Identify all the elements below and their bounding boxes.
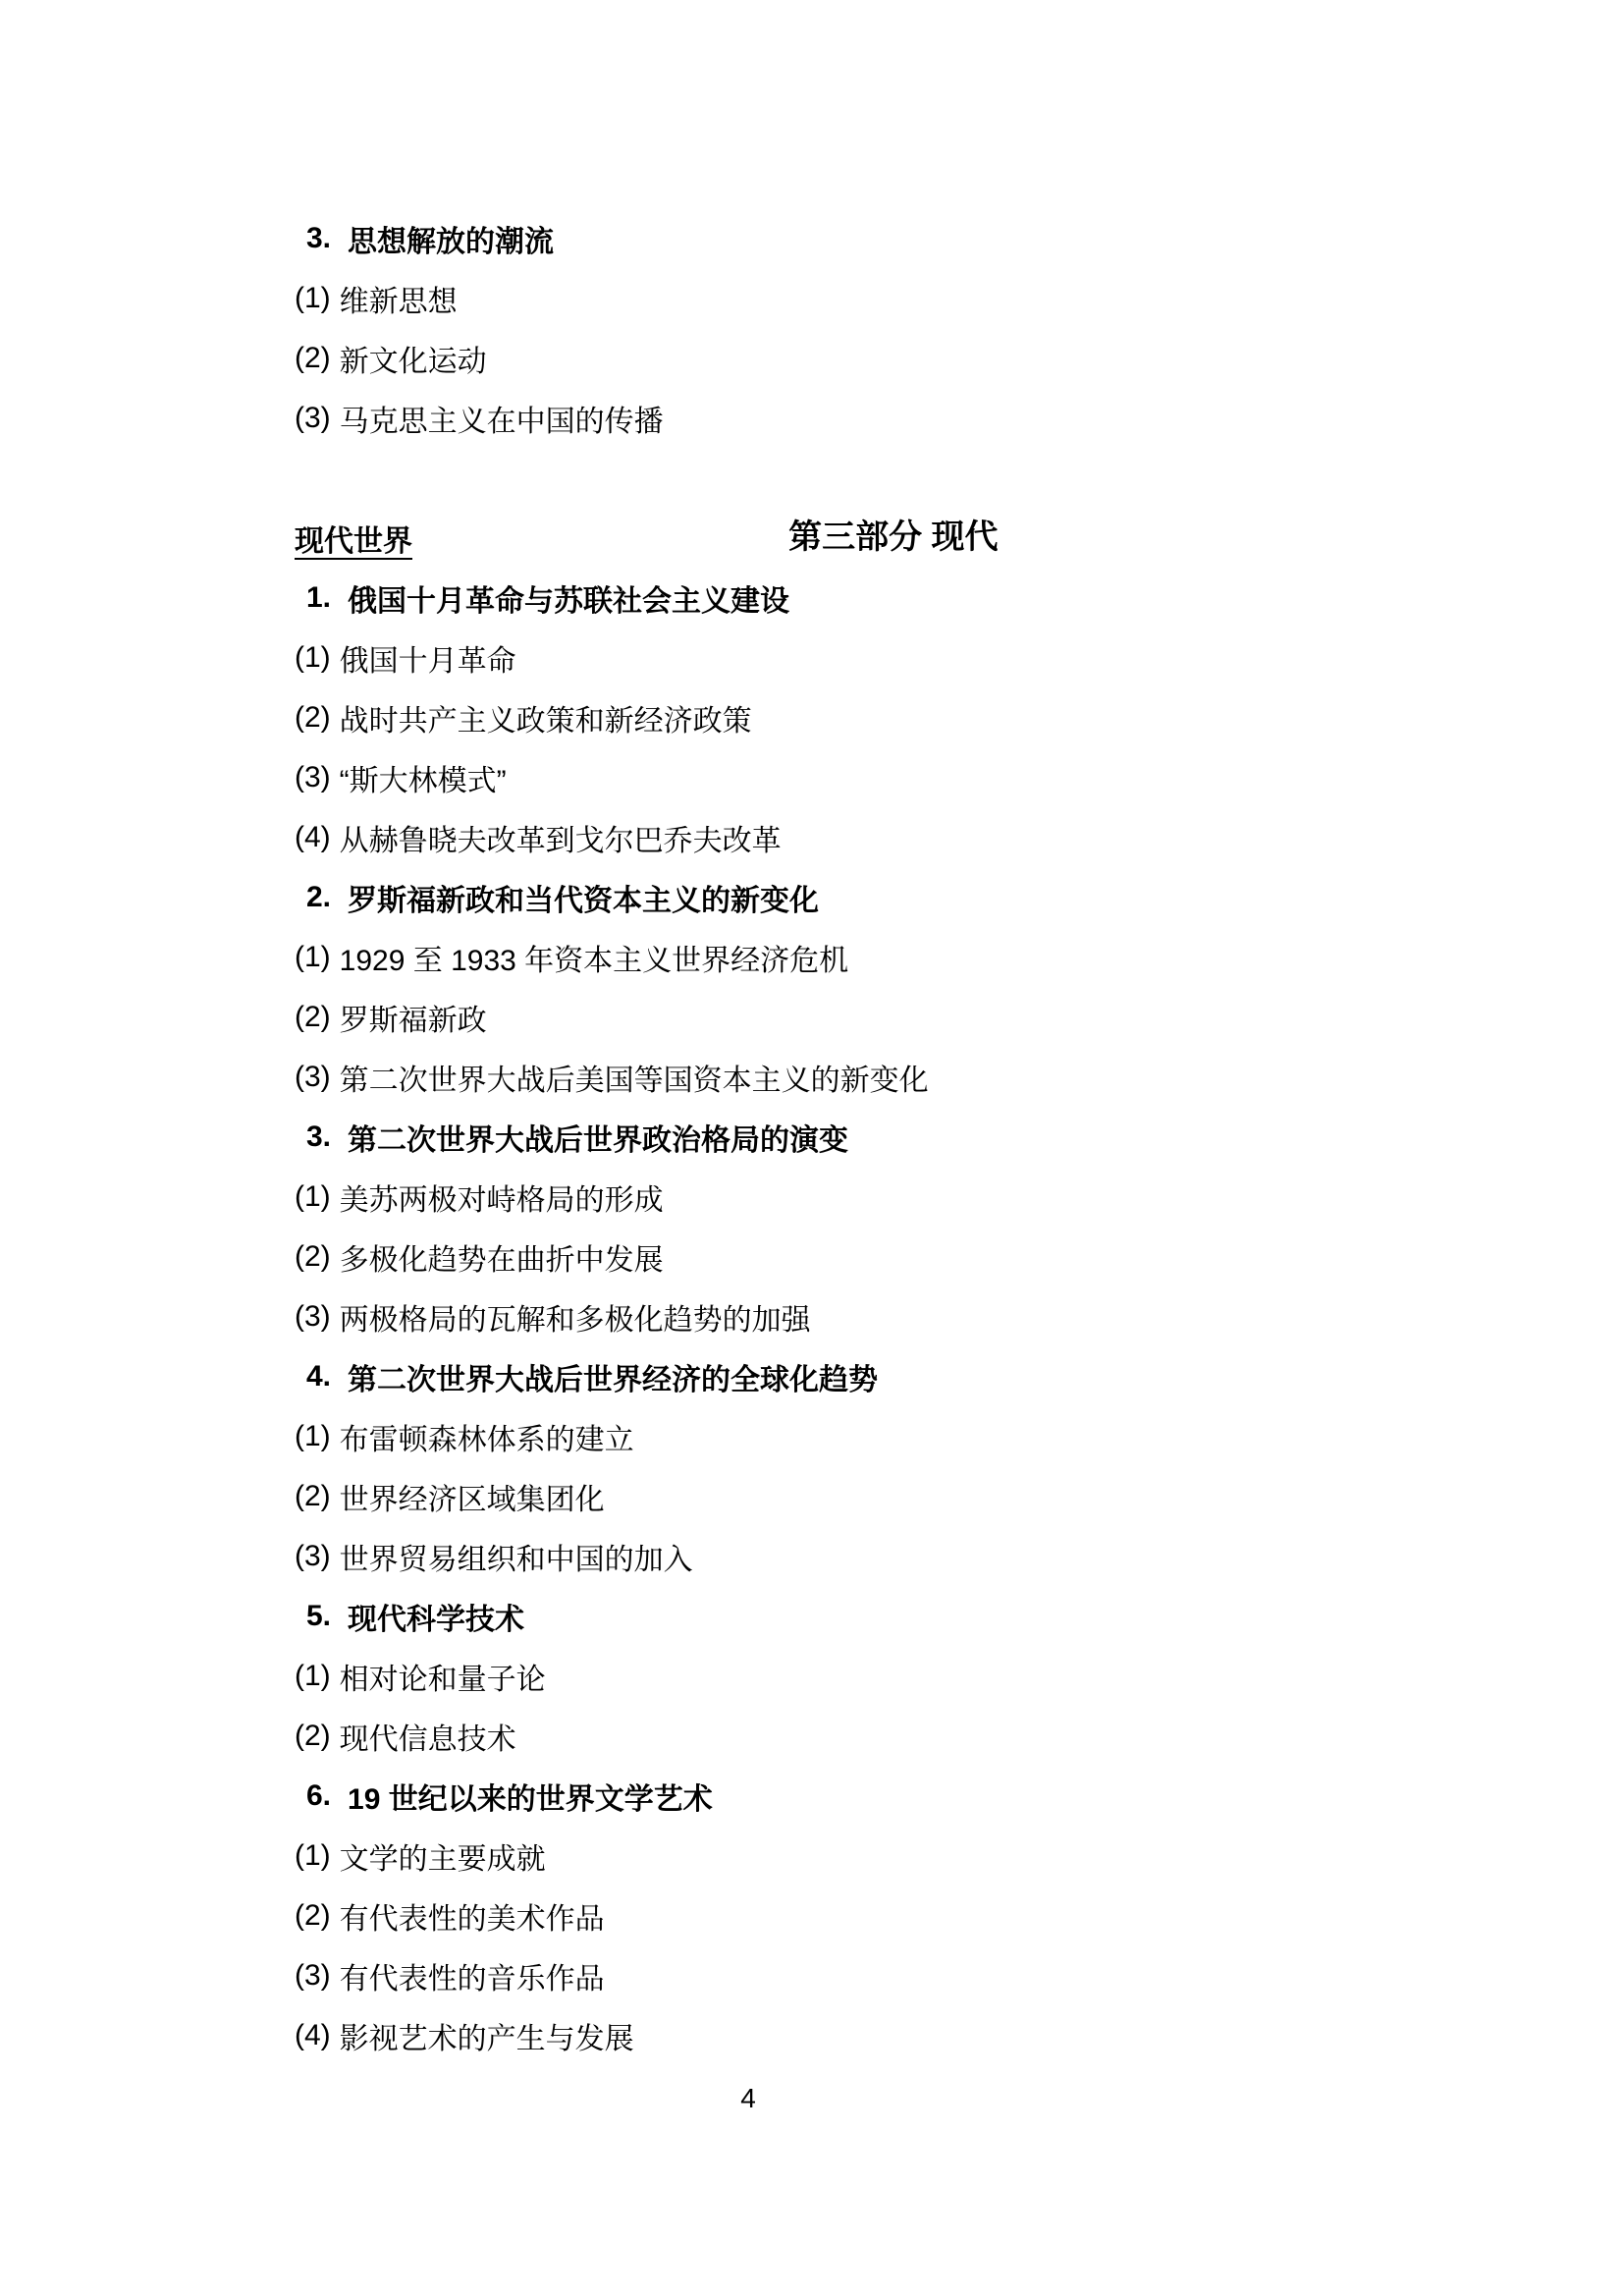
- subsection-title-text: 现代世界: [295, 524, 412, 558]
- list-item: [0, 1526, 1623, 1586]
- heading-text: 19 世纪以来的世界文学艺术: [348, 1782, 713, 1816]
- list-item: [0, 687, 1623, 747]
- item-text: 有代表性的美术作品: [339, 1902, 605, 1936]
- list-item: [0, 1646, 1623, 1706]
- numbered-heading: [0, 867, 1623, 927]
- heading-number: 3.: [306, 1120, 332, 1153]
- numbered-heading: [0, 208, 1623, 268]
- syllabus-content: [0, 208, 1623, 2065]
- list-item: [0, 927, 1623, 987]
- item-text: 影视艺术的产生与发展: [339, 2022, 634, 2055]
- item-text: 马克思主义在中国的传播: [339, 405, 664, 438]
- heading-number: 1.: [306, 580, 332, 614]
- item-marker: (1): [295, 1659, 331, 1692]
- list-item: [0, 1167, 1623, 1227]
- list-item: [0, 1466, 1623, 1526]
- heading-text: 第二次世界大战后世界政治格局的演变: [348, 1123, 849, 1157]
- list-item: [0, 1945, 1623, 2005]
- item-marker: (1): [295, 1179, 331, 1213]
- heading-text: 第二次世界大战后世界经济的全球化趋势: [348, 1363, 879, 1396]
- heading-text: 罗斯福新政和当代资本主义的新变化: [348, 884, 820, 917]
- heading-text: 俄国十月革命与苏联社会主义建设: [348, 584, 790, 618]
- item-text: 1929 至 1933 年资本主义世界经济危机: [339, 944, 849, 977]
- item-marker: (1): [295, 1838, 331, 1872]
- item-marker: (3): [295, 401, 331, 434]
- item-marker: (1): [295, 281, 331, 314]
- list-item: [0, 807, 1623, 867]
- heading-number: 6.: [306, 1778, 332, 1812]
- list-item: [0, 1886, 1623, 1945]
- item-text: 有代表性的音乐作品: [339, 1962, 605, 1995]
- item-marker: (2): [295, 1898, 331, 1932]
- heading-number: 2.: [306, 880, 332, 913]
- item-marker: (3): [295, 1299, 331, 1333]
- list-item: [0, 1286, 1623, 1346]
- item-marker: (3): [295, 1958, 331, 1992]
- item-text: 美苏两极对峙格局的形成: [339, 1183, 664, 1217]
- heading-number: 4.: [306, 1359, 332, 1393]
- page-number: 4: [740, 2083, 756, 2113]
- numbered-heading: [0, 1107, 1623, 1167]
- numbered-heading: [0, 1346, 1623, 1406]
- numbered-heading: [0, 568, 1623, 628]
- list-item: [0, 1406, 1623, 1466]
- item-marker: (1): [295, 1419, 331, 1452]
- list-item: [0, 268, 1623, 328]
- item-marker: (2): [295, 700, 331, 734]
- list-item: [0, 328, 1623, 388]
- heading-number: 3.: [306, 221, 332, 254]
- item-marker: (3): [295, 760, 331, 793]
- item-marker: (3): [295, 1539, 331, 1572]
- numbered-heading: [0, 1766, 1623, 1826]
- item-marker: (2): [295, 341, 331, 374]
- list-item: [0, 1706, 1623, 1766]
- list-item: [0, 987, 1623, 1047]
- section-heading-text: 第三部分 现代: [788, 519, 999, 556]
- list-item: [0, 1047, 1623, 1107]
- list-item: [0, 1227, 1623, 1286]
- heading-text: 思想解放的潮流: [348, 225, 555, 258]
- item-text: 维新思想: [339, 285, 458, 318]
- item-text: 世界经济区域集团化: [339, 1483, 605, 1516]
- heading-number: 5.: [306, 1599, 332, 1632]
- item-text: 世界贸易组织和中国的加入: [339, 1543, 693, 1576]
- item-marker: (4): [295, 2018, 331, 2051]
- item-marker: (2): [295, 1719, 331, 1752]
- item-marker: (2): [295, 1239, 331, 1273]
- list-item: [0, 1826, 1623, 1886]
- item-marker: (1): [295, 640, 331, 674]
- heading-text: 现代科学技术: [348, 1603, 525, 1636]
- list-item: [0, 2005, 1623, 2065]
- item-text: 第二次世界大战后美国等国资本主义的新变化: [339, 1064, 929, 1097]
- item-text: 战时共产主义政策和新经济政策: [339, 704, 752, 738]
- item-text: 俄国十月革命: [339, 644, 516, 678]
- numbered-heading: [0, 1586, 1623, 1646]
- item-text: 罗斯福新政: [339, 1004, 487, 1037]
- item-marker: (2): [295, 1479, 331, 1512]
- list-item: [0, 388, 1623, 448]
- item-text: 新文化运动: [339, 345, 487, 378]
- item-marker: (1): [295, 940, 331, 973]
- item-text: 多极化趋势在曲折中发展: [339, 1243, 664, 1277]
- item-text: “斯大林模式”: [339, 764, 507, 797]
- item-marker: (3): [295, 1060, 331, 1093]
- list-item: [0, 628, 1623, 687]
- item-marker: (4): [295, 820, 331, 853]
- item-text: 从赫鲁晓夫改革到戈尔巴乔夫改革: [339, 824, 782, 857]
- item-text: 相对论和量子论: [339, 1663, 546, 1696]
- item-text: 文学的主要成就: [339, 1842, 546, 1876]
- list-item: [0, 747, 1623, 807]
- item-marker: (2): [295, 1000, 331, 1033]
- item-text: 两极格局的瓦解和多极化趋势的加强: [339, 1303, 811, 1337]
- item-text: 现代信息技术: [339, 1722, 516, 1756]
- item-text: 布雷顿森林体系的建立: [339, 1423, 634, 1456]
